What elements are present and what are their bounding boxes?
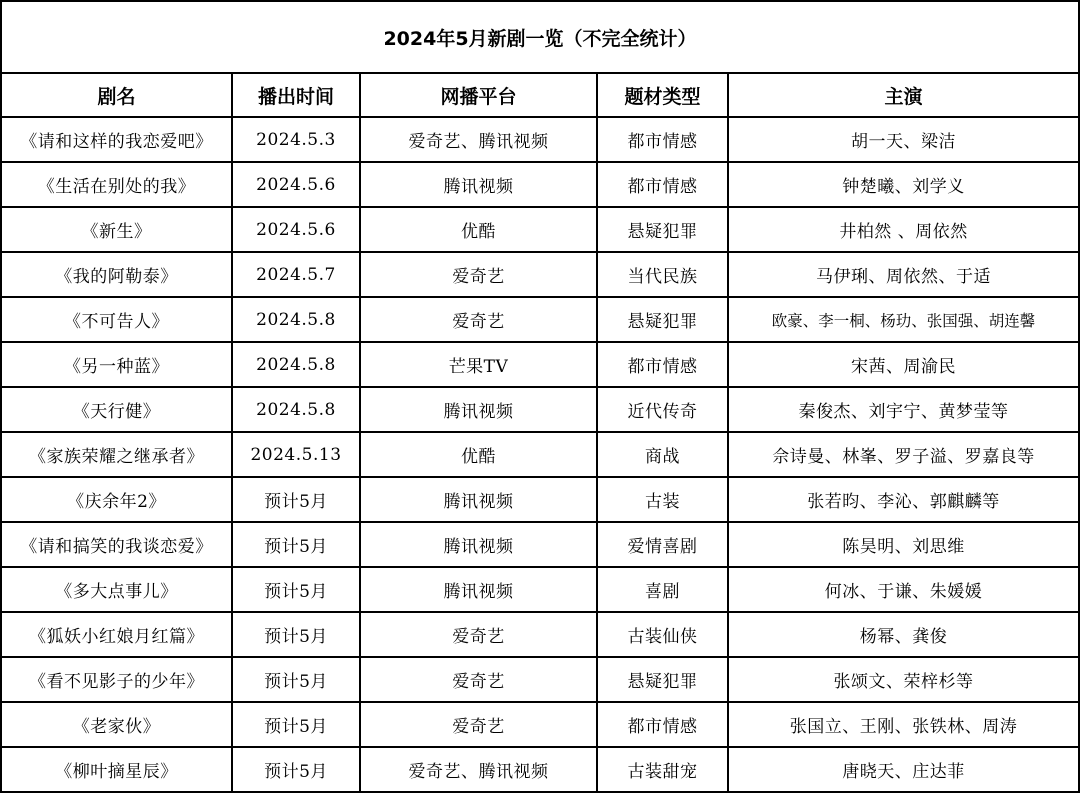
cell-platform: 优酷 [360,207,597,252]
cell-air-date: 预计5月 [232,702,360,747]
cell-drama-name: 《天行健》 [1,387,232,432]
cell-cast: 陈昊明、刘思维 [728,522,1079,567]
table-row [1,207,1079,252]
cell-genre: 悬疑犯罪 [597,657,728,702]
table-row [1,117,1079,162]
cell-cast: 马伊琍、周依然、于适 [728,252,1079,297]
cell-drama-name: 《新生》 [1,207,232,252]
header-air-date: 播出时间 [232,73,360,117]
cell-cast: 秦俊杰、刘宇宁、黄梦莹等 [728,387,1079,432]
header-genre: 题材类型 [597,73,728,117]
table-row [1,297,1079,342]
cell-air-date: 2024.5.6 [232,207,360,252]
table-row [1,342,1079,387]
cell-cast: 张颂文、荣梓杉等 [728,657,1079,702]
table-row [1,252,1079,297]
cell-genre: 悬疑犯罪 [597,297,728,342]
cell-drama-name: 《狐妖小红娘月红篇》 [1,612,232,657]
cell-drama-name: 《庆余年2》 [1,477,232,522]
cell-platform: 腾讯视频 [360,567,597,612]
cell-platform: 爱奇艺、腾讯视频 [360,747,597,792]
cell-platform: 腾讯视频 [360,522,597,567]
header-cast: 主演 [728,73,1079,117]
table-row [1,522,1079,567]
cell-genre: 喜剧 [597,567,728,612]
cell-drama-name: 《我的阿勒泰》 [1,252,232,297]
cell-drama-name: 《请和搞笑的我谈恋爱》 [1,522,232,567]
cell-drama-name: 《请和这样的我恋爱吧》 [1,117,232,162]
cell-platform: 爱奇艺 [360,702,597,747]
cell-air-date: 预计5月 [232,612,360,657]
header-drama-name: 剧名 [1,73,232,117]
cell-platform: 腾讯视频 [360,162,597,207]
cell-genre: 古装 [597,477,728,522]
cell-genre: 悬疑犯罪 [597,207,728,252]
table-row [1,567,1079,612]
cell-cast: 杨幂、龚俊 [728,612,1079,657]
cell-air-date: 2024.5.8 [232,342,360,387]
cell-platform: 腾讯视频 [360,477,597,522]
cell-air-date: 预计5月 [232,567,360,612]
cell-genre: 商战 [597,432,728,477]
cell-air-date: 预计5月 [232,657,360,702]
cell-drama-name: 《柳叶摘星辰》 [1,747,232,792]
cell-cast: 唐晓天、庄达菲 [728,747,1079,792]
cell-air-date: 2024.5.6 [232,162,360,207]
table-row [1,657,1079,702]
cell-drama-name: 《看不见影子的少年》 [1,657,232,702]
cell-genre: 都市情感 [597,702,728,747]
table-header-row [1,73,1079,117]
table-row [1,162,1079,207]
cell-drama-name: 《多大点事儿》 [1,567,232,612]
cell-drama-name: 《另一种蓝》 [1,342,232,387]
cell-air-date: 预计5月 [232,477,360,522]
table-title-row [1,1,1079,73]
cell-cast: 宋茜、周渝民 [728,342,1079,387]
table-row [1,477,1079,522]
cell-air-date: 2024.5.7 [232,252,360,297]
cell-cast: 张若昀、李沁、郭麒麟等 [728,477,1079,522]
cell-drama-name: 《老家伙》 [1,702,232,747]
cell-air-date: 预计5月 [232,522,360,567]
cell-platform: 芒果TV [360,342,597,387]
table-row [1,747,1079,792]
cell-cast: 张国立、王刚、张铁林、周涛 [728,702,1079,747]
cell-platform: 腾讯视频 [360,387,597,432]
cell-cast: 欧豪、李一桐、杨玏、张国强、胡连馨 [728,297,1079,342]
cell-cast: 何冰、于谦、朱媛媛 [728,567,1079,612]
cell-air-date: 2024.5.3 [232,117,360,162]
cell-platform: 爱奇艺 [360,297,597,342]
table-row [1,702,1079,747]
cell-cast: 佘诗曼、林峯、罗子溢、罗嘉良等 [728,432,1079,477]
cell-genre: 当代民族 [597,252,728,297]
cell-genre: 都市情感 [597,162,728,207]
cell-drama-name: 《家族荣耀之继承者》 [1,432,232,477]
cell-air-date: 2024.5.8 [232,297,360,342]
cell-genre: 古装仙侠 [597,612,728,657]
cell-genre: 古装甜宠 [597,747,728,792]
cell-platform: 爱奇艺 [360,612,597,657]
cell-genre: 爱情喜剧 [597,522,728,567]
table-title: 2024年5月新剧一览（不完全统计） [1,1,1079,73]
cell-platform: 优酷 [360,432,597,477]
table-row [1,612,1079,657]
cell-cast: 胡一天、梁洁 [728,117,1079,162]
table-row [1,387,1079,432]
cell-platform: 爱奇艺 [360,657,597,702]
table-row [1,432,1079,477]
cell-cast: 钟楚曦、刘学义 [728,162,1079,207]
cell-genre: 都市情感 [597,342,728,387]
cell-platform: 爱奇艺 [360,252,597,297]
cell-cast: 井柏然 、周依然 [728,207,1079,252]
cell-platform: 爱奇艺、腾讯视频 [360,117,597,162]
cell-genre: 近代传奇 [597,387,728,432]
cell-air-date: 2024.5.8 [232,387,360,432]
cell-drama-name: 《不可告人》 [1,297,232,342]
cell-drama-name: 《生活在别处的我》 [1,162,232,207]
cell-air-date: 2024.5.13 [232,432,360,477]
header-platform: 网播平台 [360,73,597,117]
cell-genre: 都市情感 [597,117,728,162]
cell-air-date: 预计5月 [232,747,360,792]
